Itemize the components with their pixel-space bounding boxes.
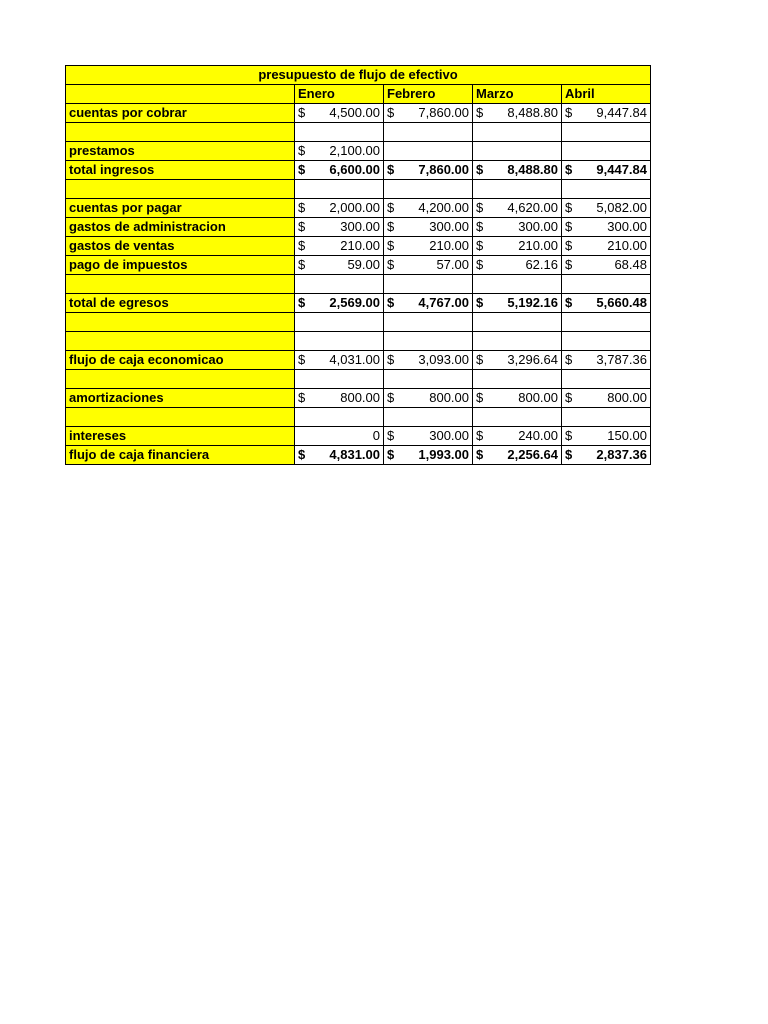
value-cell <box>384 199 473 218</box>
value-cell <box>562 199 651 218</box>
currency-symbol: $ <box>298 143 306 158</box>
table-row <box>66 370 651 389</box>
value-cell <box>562 104 651 123</box>
value-cell <box>295 294 384 313</box>
amount: 4,500.00 <box>329 105 380 120</box>
amount: 300.00 <box>518 219 558 234</box>
table-row <box>66 123 651 142</box>
amount: 5,082.00 <box>596 200 647 215</box>
table-row <box>66 180 651 199</box>
amount: 210.00 <box>429 238 469 253</box>
value-cell <box>384 218 473 237</box>
value-cell <box>562 408 651 427</box>
value-cell <box>384 180 473 199</box>
currency-symbol: $ <box>298 352 306 367</box>
value-cell <box>562 332 651 351</box>
currency-symbol: $ <box>476 200 484 215</box>
value-cell <box>562 389 651 408</box>
currency-symbol: $ <box>565 219 573 234</box>
table-row <box>66 275 651 294</box>
currency-symbol: $ <box>387 219 395 234</box>
value-cell <box>473 408 562 427</box>
row-label: amortizaciones <box>66 389 295 408</box>
amount: 8,488.80 <box>507 105 558 120</box>
value-cell <box>473 161 562 180</box>
currency-symbol: $ <box>476 390 484 405</box>
value-cell <box>562 237 651 256</box>
value-cell <box>473 275 562 294</box>
amount: 4,767.00 <box>418 295 469 310</box>
value-cell <box>562 370 651 389</box>
amount: 9,447.84 <box>596 162 647 177</box>
value-cell <box>384 370 473 389</box>
row-label: gastos de administracion <box>66 218 295 237</box>
currency-symbol: $ <box>387 105 395 120</box>
month-header-febrero: Febrero <box>384 85 473 104</box>
amount: 800.00 <box>518 390 558 405</box>
row-label: cuentas por cobrar <box>66 104 295 123</box>
row-label <box>66 275 295 294</box>
table-row <box>66 104 651 123</box>
amount: 2,256.64 <box>507 447 558 462</box>
currency-symbol: $ <box>565 105 573 120</box>
value-cell <box>384 275 473 294</box>
amount: 300.00 <box>429 219 469 234</box>
value-cell <box>295 427 384 446</box>
header-blank-cell <box>66 85 295 104</box>
value-cell <box>473 199 562 218</box>
row-label: intereses <box>66 427 295 446</box>
value-cell <box>562 256 651 275</box>
currency-symbol: $ <box>476 105 484 120</box>
value-cell <box>384 332 473 351</box>
month-header-marzo: Marzo <box>473 85 562 104</box>
table-row <box>66 237 651 256</box>
value-cell <box>384 237 473 256</box>
value-cell <box>295 180 384 199</box>
currency-symbol: $ <box>476 447 484 462</box>
cash-flow-budget-table <box>65 65 651 465</box>
row-label: total ingresos <box>66 161 295 180</box>
currency-symbol: $ <box>298 257 306 272</box>
value-cell <box>562 161 651 180</box>
month-header-enero: Enero <box>295 85 384 104</box>
amount: 5,192.16 <box>507 295 558 310</box>
value-cell <box>473 446 562 465</box>
value-cell <box>295 351 384 370</box>
currency-symbol: $ <box>298 295 306 310</box>
value-cell <box>384 142 473 161</box>
value-cell <box>473 104 562 123</box>
row-label: pago de impuestos <box>66 256 295 275</box>
table-row <box>66 218 651 237</box>
amount: 300.00 <box>429 428 469 443</box>
value-cell <box>384 313 473 332</box>
value-cell <box>473 313 562 332</box>
row-label: flujo de caja financiera <box>66 446 295 465</box>
table-row <box>66 408 651 427</box>
currency-symbol: $ <box>298 238 306 253</box>
currency-symbol: $ <box>565 390 573 405</box>
amount: 6,600.00 <box>329 162 380 177</box>
currency-symbol: $ <box>565 447 573 462</box>
value-cell <box>473 237 562 256</box>
value-cell <box>473 427 562 446</box>
currency-symbol: $ <box>476 428 484 443</box>
value-cell <box>295 389 384 408</box>
value-cell <box>384 104 473 123</box>
currency-symbol: $ <box>476 238 484 253</box>
currency-symbol: $ <box>298 162 306 177</box>
value-cell <box>295 218 384 237</box>
amount: 800.00 <box>607 390 647 405</box>
row-label <box>66 123 295 142</box>
table-row <box>66 199 651 218</box>
value-cell <box>473 389 562 408</box>
value-cell <box>473 332 562 351</box>
currency-symbol: $ <box>565 238 573 253</box>
currency-symbol: $ <box>387 390 395 405</box>
currency-symbol: $ <box>387 238 395 253</box>
amount: 59.00 <box>347 257 380 272</box>
table-row <box>66 446 651 465</box>
currency-symbol: $ <box>298 390 306 405</box>
value-cell <box>384 256 473 275</box>
value-cell <box>473 142 562 161</box>
amount: 150.00 <box>607 428 647 443</box>
value-cell <box>473 123 562 142</box>
amount: 210.00 <box>340 238 380 253</box>
currency-symbol: $ <box>476 352 484 367</box>
month-header-abril: Abril <box>562 85 651 104</box>
currency-symbol: $ <box>387 447 395 462</box>
amount: 4,831.00 <box>329 447 380 462</box>
value-cell <box>562 123 651 142</box>
value-cell <box>562 218 651 237</box>
value-cell <box>295 332 384 351</box>
amount: 3,787.36 <box>596 352 647 367</box>
amount: 2,000.00 <box>329 200 380 215</box>
table-row <box>66 161 651 180</box>
row-label: cuentas por pagar <box>66 199 295 218</box>
value-cell <box>295 313 384 332</box>
value-cell <box>562 142 651 161</box>
value-cell <box>384 389 473 408</box>
amount: 800.00 <box>340 390 380 405</box>
row-label: total de egresos <box>66 294 295 313</box>
currency-symbol: $ <box>387 162 395 177</box>
amount: 0 <box>372 428 380 443</box>
amount: 3,093.00 <box>418 352 469 367</box>
table-row <box>66 351 651 370</box>
table-row <box>66 427 651 446</box>
value-cell <box>473 180 562 199</box>
amount: 9,447.84 <box>596 105 647 120</box>
amount: 300.00 <box>340 219 380 234</box>
amount: 57.00 <box>436 257 469 272</box>
value-cell <box>384 161 473 180</box>
value-cell <box>562 446 651 465</box>
table-row <box>66 332 651 351</box>
currency-symbol: $ <box>565 295 573 310</box>
value-cell <box>562 275 651 294</box>
currency-symbol: $ <box>476 257 484 272</box>
amount: 7,860.00 <box>418 162 469 177</box>
currency-symbol: $ <box>387 295 395 310</box>
title-row <box>66 66 651 85</box>
value-cell <box>295 161 384 180</box>
currency-symbol: $ <box>476 295 484 310</box>
value-cell <box>473 370 562 389</box>
amount: 4,031.00 <box>329 352 380 367</box>
value-cell <box>562 294 651 313</box>
value-cell <box>473 256 562 275</box>
currency-symbol: $ <box>298 200 306 215</box>
value-cell <box>384 351 473 370</box>
row-label <box>66 332 295 351</box>
value-cell <box>562 427 651 446</box>
amount: 240.00 <box>518 428 558 443</box>
currency-symbol: $ <box>298 105 306 120</box>
table-row <box>66 389 651 408</box>
value-cell <box>295 275 384 294</box>
value-cell <box>473 351 562 370</box>
amount: 3,296.64 <box>507 352 558 367</box>
currency-symbol: $ <box>387 257 395 272</box>
row-label: flujo de caja economicao <box>66 351 295 370</box>
value-cell <box>384 294 473 313</box>
table-row <box>66 142 651 161</box>
value-cell <box>295 256 384 275</box>
table-row <box>66 256 651 275</box>
amount: 4,620.00 <box>507 200 558 215</box>
value-cell <box>384 446 473 465</box>
currency-symbol: $ <box>387 352 395 367</box>
value-cell <box>562 351 651 370</box>
currency-symbol: $ <box>298 447 306 462</box>
row-label <box>66 370 295 389</box>
row-label <box>66 313 295 332</box>
amount: 62.16 <box>525 257 558 272</box>
amount: 1,993.00 <box>418 447 469 462</box>
currency-symbol: $ <box>476 219 484 234</box>
table-row <box>66 294 651 313</box>
currency-symbol: $ <box>565 162 573 177</box>
amount: 800.00 <box>429 390 469 405</box>
currency-symbol: $ <box>565 200 573 215</box>
row-label <box>66 180 295 199</box>
amount: 7,860.00 <box>418 105 469 120</box>
currency-symbol: $ <box>387 200 395 215</box>
value-cell <box>295 370 384 389</box>
value-cell <box>473 294 562 313</box>
month-header-row <box>66 85 651 104</box>
currency-symbol: $ <box>298 219 306 234</box>
value-cell <box>384 408 473 427</box>
row-label <box>66 408 295 427</box>
value-cell <box>295 408 384 427</box>
value-cell <box>295 446 384 465</box>
currency-symbol: $ <box>565 428 573 443</box>
value-cell <box>295 237 384 256</box>
row-label: prestamos <box>66 142 295 161</box>
currency-symbol: $ <box>565 352 573 367</box>
amount: 2,837.36 <box>596 447 647 462</box>
value-cell <box>384 123 473 142</box>
currency-symbol: $ <box>476 162 484 177</box>
value-cell <box>562 180 651 199</box>
amount: 210.00 <box>607 238 647 253</box>
value-cell <box>473 218 562 237</box>
value-cell <box>295 104 384 123</box>
table-title: presupuesto de flujo de efectivo <box>66 66 651 85</box>
amount: 2,569.00 <box>329 295 380 310</box>
value-cell <box>295 123 384 142</box>
row-label: gastos de ventas <box>66 237 295 256</box>
amount: 300.00 <box>607 219 647 234</box>
amount: 210.00 <box>518 238 558 253</box>
amount: 2,100.00 <box>329 143 380 158</box>
currency-symbol: $ <box>387 428 395 443</box>
currency-symbol: $ <box>565 257 573 272</box>
value-cell <box>295 142 384 161</box>
value-cell <box>384 427 473 446</box>
amount: 5,660.48 <box>596 295 647 310</box>
table-row <box>66 313 651 332</box>
amount: 68.48 <box>614 257 647 272</box>
amount: 8,488.80 <box>507 162 558 177</box>
value-cell <box>295 199 384 218</box>
value-cell <box>562 313 651 332</box>
amount: 4,200.00 <box>418 200 469 215</box>
